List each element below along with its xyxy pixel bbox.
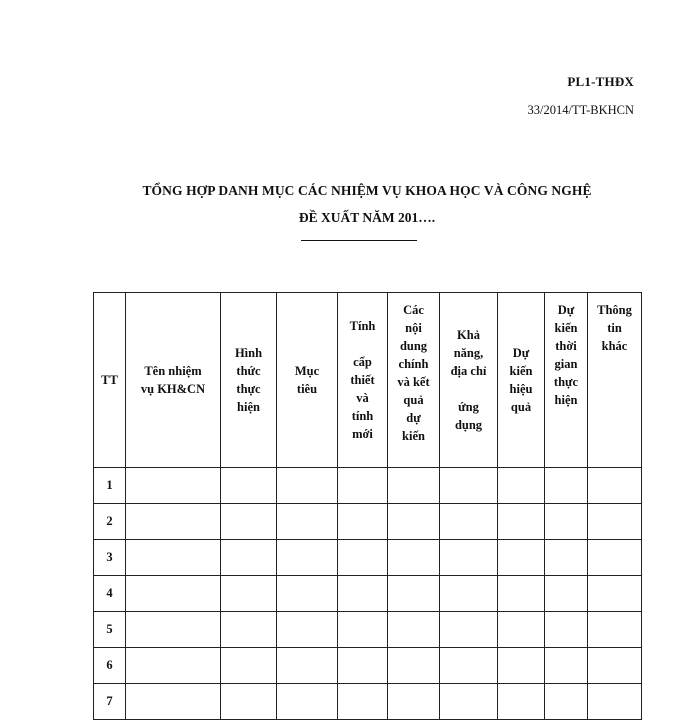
proposal-table	[93, 292, 642, 720]
table-cell	[126, 540, 221, 576]
table-cell	[440, 648, 498, 684]
column-header-objective: Mục tiêu	[277, 293, 338, 468]
table-cell	[388, 684, 440, 720]
table-cell	[545, 504, 588, 540]
table-cell	[440, 684, 498, 720]
table-row	[94, 648, 642, 684]
table-row	[94, 612, 642, 648]
table-cell	[277, 612, 338, 648]
table-cell	[588, 612, 642, 648]
column-header-task-name: Tên nhiệm vụ KH&CN	[126, 293, 221, 468]
table-cell	[221, 648, 277, 684]
table-cell	[338, 576, 388, 612]
title-underline	[301, 240, 417, 241]
table-cell	[588, 540, 642, 576]
table-cell	[221, 504, 277, 540]
table-cell	[221, 576, 277, 612]
table-cell	[388, 504, 440, 540]
column-header-other-info: Thông tin khác	[588, 293, 642, 468]
table-cell	[588, 504, 642, 540]
table-cell	[277, 540, 338, 576]
document-subtitle: ĐỀ XUẤT NĂM 201….	[298, 210, 436, 225]
column-header-urgency-novelty: Tính cấp thiết và tính mới	[338, 293, 388, 468]
row-number: 3	[94, 540, 126, 576]
table-cell	[338, 504, 388, 540]
table-cell	[221, 468, 277, 504]
column-header-implementation-form: Hình thức thực hiện	[221, 293, 277, 468]
table-cell	[126, 612, 221, 648]
column-header-main-content: Các nội dung chính và kết quả dự kiến	[388, 293, 440, 468]
column-header-applicability: Khả năng, địa chỉ ứng dụng	[440, 293, 498, 468]
table-cell	[498, 540, 545, 576]
table-cell	[498, 684, 545, 720]
table-row	[94, 504, 642, 540]
table-cell	[498, 504, 545, 540]
table-cell	[545, 684, 588, 720]
table-cell	[338, 648, 388, 684]
table-cell	[277, 684, 338, 720]
table-cell	[545, 540, 588, 576]
table-cell	[277, 648, 338, 684]
table-cell	[126, 576, 221, 612]
row-number: 7	[94, 684, 126, 720]
table-cell	[338, 684, 388, 720]
table-cell	[440, 576, 498, 612]
row-number: 5	[94, 612, 126, 648]
table-cell	[588, 648, 642, 684]
table-cell	[588, 576, 642, 612]
table-cell	[126, 684, 221, 720]
table-cell	[498, 612, 545, 648]
row-number: 1	[94, 468, 126, 504]
table-cell	[545, 612, 588, 648]
table-header-row	[94, 293, 642, 468]
table-cell	[545, 648, 588, 684]
row-number: 6	[94, 648, 126, 684]
table-cell	[338, 612, 388, 648]
table-cell	[126, 648, 221, 684]
table-cell	[388, 612, 440, 648]
table-cell	[498, 468, 545, 504]
table-row	[94, 576, 642, 612]
table-cell	[338, 540, 388, 576]
document-title: TỔNG HỢP DANH MỤC CÁC NHIỆM VỤ KHOA HỌC VÀ CÔNG NGHỆ	[142, 183, 592, 198]
table-cell	[221, 684, 277, 720]
table-cell	[221, 612, 277, 648]
circular-reference: 33/2014/TT-BKHCN	[527, 103, 634, 117]
table-cell	[277, 468, 338, 504]
table-cell	[388, 540, 440, 576]
table-cell	[338, 468, 388, 504]
table-cell	[440, 468, 498, 504]
table-cell	[440, 612, 498, 648]
table-row	[94, 540, 642, 576]
table-cell	[440, 504, 498, 540]
column-header-expected-effect: Dự kiến hiệu quả	[498, 293, 545, 468]
table-cell	[440, 540, 498, 576]
table-cell	[388, 648, 440, 684]
table-cell	[545, 576, 588, 612]
column-header-expected-duration: Dự kiến thời gian thực hiện	[545, 293, 588, 468]
column-header-tt: TT	[94, 293, 126, 468]
row-number: 2	[94, 504, 126, 540]
table-cell	[277, 504, 338, 540]
table-row	[94, 468, 642, 504]
row-number: 4	[94, 576, 126, 612]
table-cell	[388, 576, 440, 612]
table-cell	[545, 468, 588, 504]
table-cell	[277, 576, 338, 612]
table-cell	[126, 468, 221, 504]
table-cell	[498, 576, 545, 612]
table-row	[94, 684, 642, 720]
form-code: PL1-THĐX	[567, 74, 634, 89]
table-cell	[126, 504, 221, 540]
table-cell	[588, 684, 642, 720]
table-cell	[498, 648, 545, 684]
table-cell	[221, 540, 277, 576]
table-cell	[388, 468, 440, 504]
table-cell	[588, 468, 642, 504]
